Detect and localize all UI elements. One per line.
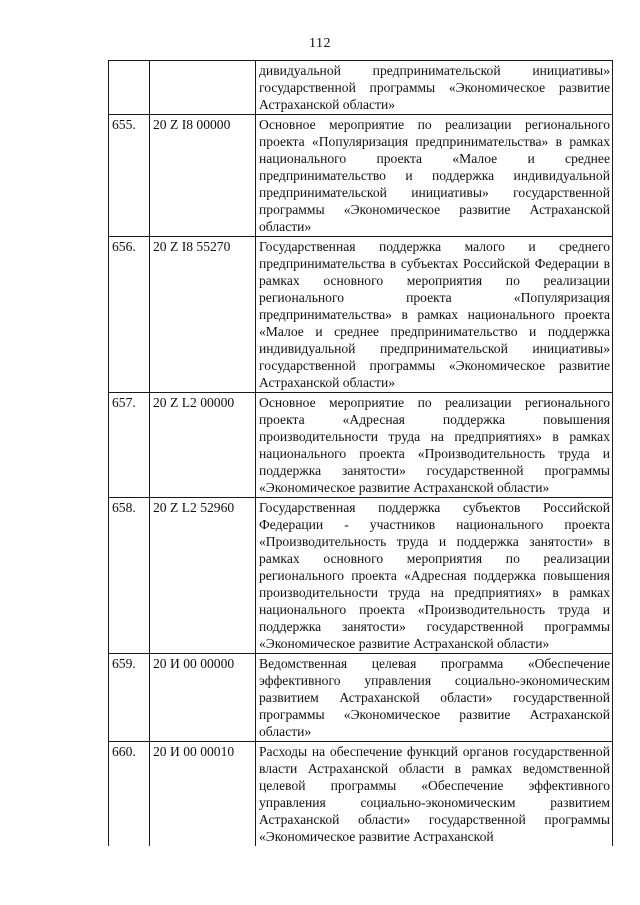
row-description: Основное мероприятие по реализации регионального проекта «Популяризация предпринимательства» в рамках национального проекта «Малое и среднее предпринимательство и поддержка индивидуальной предпринимательской инициативы» государственной программы «Экономическое развитие Астраханской области» (256, 115, 613, 237)
row-number (109, 61, 150, 115)
table-row (109, 393, 613, 498)
budget-classification-table (108, 60, 613, 846)
row-number: 656. (109, 237, 150, 393)
table-row (109, 115, 613, 237)
table-row (109, 742, 613, 847)
classification-code: 20 И 00 00000 (150, 654, 256, 742)
classification-code: 20 Z I8 55270 (150, 237, 256, 393)
table-row (109, 61, 613, 115)
row-number: 659. (109, 654, 150, 742)
row-description: Основное мероприятие по реализации регионального проекта «Адресная поддержка повышения производительности труда на предприятиях» в рамках национального проекта «Производительность труда и поддержка занятости» государственной программы «Экономическое развитие Астраханской области» (256, 393, 613, 498)
classification-code: 20 Z L2 52960 (150, 498, 256, 654)
classification-code (150, 61, 256, 115)
row-number: 660. (109, 742, 150, 847)
classification-code: 20 Z L2 00000 (150, 393, 256, 498)
row-description: дивидуальной предпринимательской инициативы» государственной программы «Экономическое развитие Астраханской области» (256, 61, 613, 115)
classification-code: 20 Z I8 00000 (150, 115, 256, 237)
row-number: 658. (109, 498, 150, 654)
row-description: Государственная поддержка субъектов Российской Федерации - участников национального проекта «Производительность труда и поддержка занятости» в рамках основного мероприятия по реализации регионального проекта «Адресная поддержка повышения производительности труда на предприятиях» в рамках национального проекта «Производительность труда и поддержка занятости» государственной программы «Экономическое развитие Астраханской области» (256, 498, 613, 654)
table-row (109, 498, 613, 654)
table-row (109, 237, 613, 393)
row-description: Государственная поддержка малого и среднего предпринимательства в субъектах Российской Федерации в рамках основного мероприятия по реализации регионального проекта «Популяризация предпринимательства» в рамках национального проекта «Малое и среднее предпринимательство и поддержка индивидуальной предпринимательской инициативы» государственной программы «Экономическое развитие Астраханской области» (256, 237, 613, 393)
classification-code: 20 И 00 00010 (150, 742, 256, 847)
row-number: 655. (109, 115, 150, 237)
row-description: Расходы на обеспечение функций органов государственной власти Астраханской области в рамках ведомственной целевой программы «Обеспечение эффективного управления социально-экономическим развитием Астраханской области» государственной программы «Экономическое развитие Астраханской (256, 742, 613, 847)
row-description: Ведомственная целевая программа «Обеспечение эффективного управления социально-экономическим развитием Астраханской области» государственной программы «Экономическое развитие Астраханской области» (256, 654, 613, 742)
row-number: 657. (109, 393, 150, 498)
table-row (109, 654, 613, 742)
page-number: 112 (309, 36, 331, 51)
